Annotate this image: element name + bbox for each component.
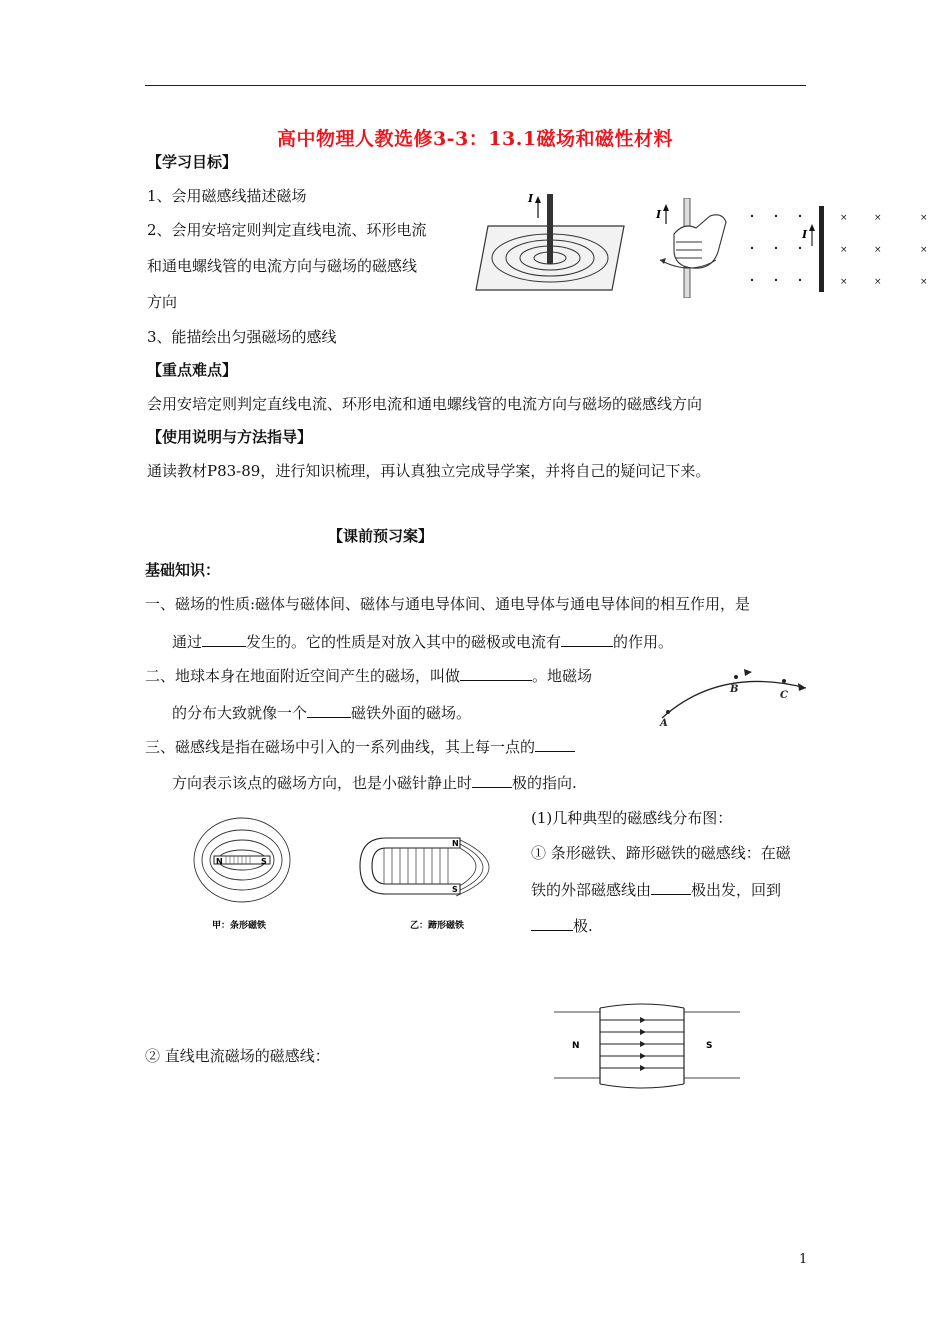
field-line-curve-figure — [656, 664, 812, 728]
svg-text:×: × — [874, 245, 882, 255]
right-hand-rule-figure — [650, 198, 740, 298]
bar-magnet-line-2 — [531, 879, 781, 900]
blank-start-pole[interactable] — [651, 879, 691, 895]
section-1-line-1: 一、磁场的性质:磁体与磁体间、磁体与通电导体间、通电导体与通电导体间的相互作用，是 — [145, 595, 751, 613]
section-3-text-b: 方向表示该点的磁场方向，也是小磁针静止时 — [172, 774, 473, 792]
svg-text:N: N — [452, 839, 459, 848]
basic-knowledge-label: 基础知识： — [145, 561, 221, 579]
section-3-line-1 — [145, 736, 575, 757]
bar-magnet-line-1: ① 条形磁铁、蹄形磁铁的磁感线：在磁 — [531, 844, 791, 862]
curve-label-c: C — [780, 690, 788, 701]
goals-heading: 【学习目标】 — [147, 153, 238, 171]
section-2-text-c: 的分布大致就像一个 — [172, 704, 308, 722]
key-heading: 【重点难点】 — [147, 361, 238, 379]
blank-medium-1[interactable] — [202, 631, 246, 647]
svg-text:×: × — [840, 277, 848, 287]
svg-text:×: × — [920, 245, 928, 255]
bar-magnet-figure — [190, 808, 294, 932]
goal-item-3: 3、能描绘出匀强磁场的感线 — [147, 328, 337, 346]
section-3-text-a: 三、磁感线是指在磁场中引入的一系列曲线，其上每一点的 — [145, 738, 536, 756]
svg-text:×: × — [874, 277, 882, 287]
section-2-line-2 — [172, 702, 471, 723]
typical-lines-label: (1)几种典型的磁感线分布图： — [531, 809, 733, 827]
page-number: 1 — [799, 1252, 808, 1267]
curve-label-a: A — [660, 718, 668, 728]
section-2-line-1 — [145, 665, 592, 686]
svg-text:×: × — [920, 277, 928, 287]
section-2-text-b: 。地磁场 — [532, 667, 593, 685]
svg-text:I: I — [802, 228, 808, 241]
section-1-text-c: 的作用。 — [613, 633, 674, 651]
guide-text: 通读教材P83-89，进行知识梳理，再认真独立完成导学案，并将自己的疑问记下来。 — [147, 462, 711, 480]
uniform-n-label: N — [572, 1041, 580, 1051]
curve-label-b: B — [730, 684, 739, 695]
blank-pole[interactable] — [472, 772, 512, 788]
svg-text:×: × — [840, 245, 848, 255]
blank-geomagnetic[interactable] — [460, 665, 532, 681]
bar-s-label: S — [261, 857, 267, 866]
section-1-text-b: 发生的。它的性质是对放入其中的磁极或电流有 — [246, 633, 562, 651]
bar-text-a: 铁的外部磁感线由 — [531, 881, 652, 899]
svg-text:×: × — [840, 213, 848, 223]
goal-item-2-line-1: 2、会用安培定则判定直线电流、环形电流 — [147, 221, 427, 239]
preview-heading: 【课前预习案】 — [328, 527, 434, 545]
uniform-field-dots-crosses-figure — [744, 206, 948, 294]
section-2-text-a: 二、地球本身在地面附近空间产生的磁场，叫做 — [145, 667, 461, 685]
section-3-text-c: 极的指向. — [512, 774, 577, 792]
section-2-text-d: 磁铁外面的磁场。 — [351, 704, 472, 722]
bar-magnet-line-3 — [531, 915, 593, 936]
bar-caption: 甲：条形磁铁 — [212, 921, 267, 931]
goal-item-2-line-2: 和通电螺线管的电流方向与磁场的磁感线 — [147, 257, 418, 275]
straight-current-field-figure — [474, 186, 626, 296]
horseshoe-caption: 乙：蹄形磁铁 — [410, 921, 465, 931]
page-title: 高中物理人教选修3-3：13.1磁场和磁性材料 — [276, 128, 674, 150]
svg-text:I: I — [656, 208, 662, 221]
svg-text:×: × — [874, 213, 882, 223]
horseshoe-magnet-figure — [356, 808, 506, 932]
guide-heading: 【使用说明与方法指导】 — [147, 428, 313, 446]
section-3-line-2 — [172, 772, 577, 793]
bar-n-label: N — [216, 857, 223, 866]
straight-current-label: ② 直线电流磁场的磁感线： — [145, 1047, 330, 1065]
svg-text:S: S — [452, 885, 458, 894]
current-label: I — [528, 192, 534, 205]
header-rule — [145, 85, 806, 86]
svg-text:×: × — [920, 213, 928, 223]
goal-item-1: 1、会用磁感线描述磁场 — [147, 187, 307, 205]
bar-text-b: 极出发，回到 — [691, 881, 782, 899]
blank-action-1[interactable] — [561, 631, 613, 647]
section-1-line-2 — [172, 631, 673, 652]
bar-text-c: 极. — [573, 917, 593, 935]
uniform-field-poles-figure — [554, 996, 740, 1094]
blank-end-pole[interactable] — [531, 915, 573, 931]
blank-tangent[interactable] — [535, 736, 575, 752]
blank-magnet-type[interactable] — [307, 702, 351, 718]
uniform-s-label: S — [706, 1041, 713, 1051]
key-text: 会用安培定则判定直线电流、环形电流和通电螺线管的电流方向与磁场的磁感线方向 — [147, 395, 703, 413]
section-1-text-a: 通过 — [172, 633, 203, 651]
goal-item-2-line-3: 方向 — [147, 293, 178, 311]
